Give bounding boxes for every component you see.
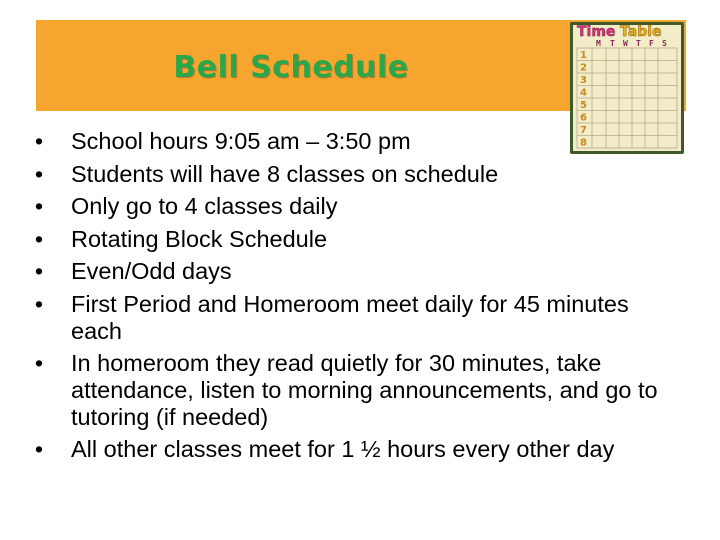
timetable-period-1: 1 [580, 50, 587, 61]
timetable-period-7: 7 [580, 125, 587, 136]
bullet-text: Only go to 4 classes daily [71, 193, 338, 219]
timetable-day-5: F [649, 39, 654, 48]
bullet-dot: • [34, 290, 44, 317]
bullet-item [26, 193, 686, 220]
timetable-period-4: 4 [580, 87, 587, 99]
timetable-period-2: 2 [580, 62, 587, 74]
bullet-dot: • [34, 225, 44, 252]
bullet-text: Rotating Block Schedule [71, 225, 328, 252]
bullet-text: Students will have 8 classes on schedule [71, 160, 499, 187]
bullet-item [26, 291, 686, 345]
svg-text:Time: Time [577, 24, 616, 40]
bullet-text: In homeroom they read quietly for 30 minutes, take attendance, listen to morning announcements, and go to tutoring (if needed) [71, 349, 658, 430]
bullet-item [26, 258, 686, 285]
bullet-item [26, 350, 686, 431]
bullet-dot: • [34, 128, 44, 154]
bullet-item [26, 161, 686, 188]
timetable-day-1: M [596, 39, 601, 48]
timetable-day-3: W [623, 39, 628, 48]
timetable-day-2: T [610, 39, 615, 48]
bullet-item [26, 226, 686, 253]
slide-title-text: Bell Schedule [173, 50, 409, 85]
bullet-item [26, 436, 686, 463]
bullet-text: Even/Odd days [71, 258, 232, 284]
bullet-dot: • [34, 193, 44, 219]
timetable-period-6: 6 [580, 112, 587, 124]
svg-text:Table: Table [620, 24, 662, 40]
timetable-day-6: S [662, 39, 667, 48]
bullet-item [26, 128, 686, 155]
bullet-text: First Period and Homeroom meet daily for 45 minutes each [71, 290, 629, 344]
bullet-dot: • [34, 258, 44, 284]
timetable-period-5: 5 [580, 100, 587, 111]
bullet-dot: • [34, 435, 44, 462]
bullet-dot: • [34, 160, 44, 187]
bullet-text: School hours 9:05 am – 3:50 pm [71, 128, 411, 154]
timetable-period-8: 8 [580, 137, 587, 149]
bullet-text: All other classes meet for 1 ½ hours every other day [71, 435, 615, 462]
timetable-day-4: T [636, 39, 641, 48]
bullet-list [26, 128, 686, 468]
bullet-dot: • [34, 349, 44, 376]
timetable-period-3: 3 [580, 75, 587, 86]
